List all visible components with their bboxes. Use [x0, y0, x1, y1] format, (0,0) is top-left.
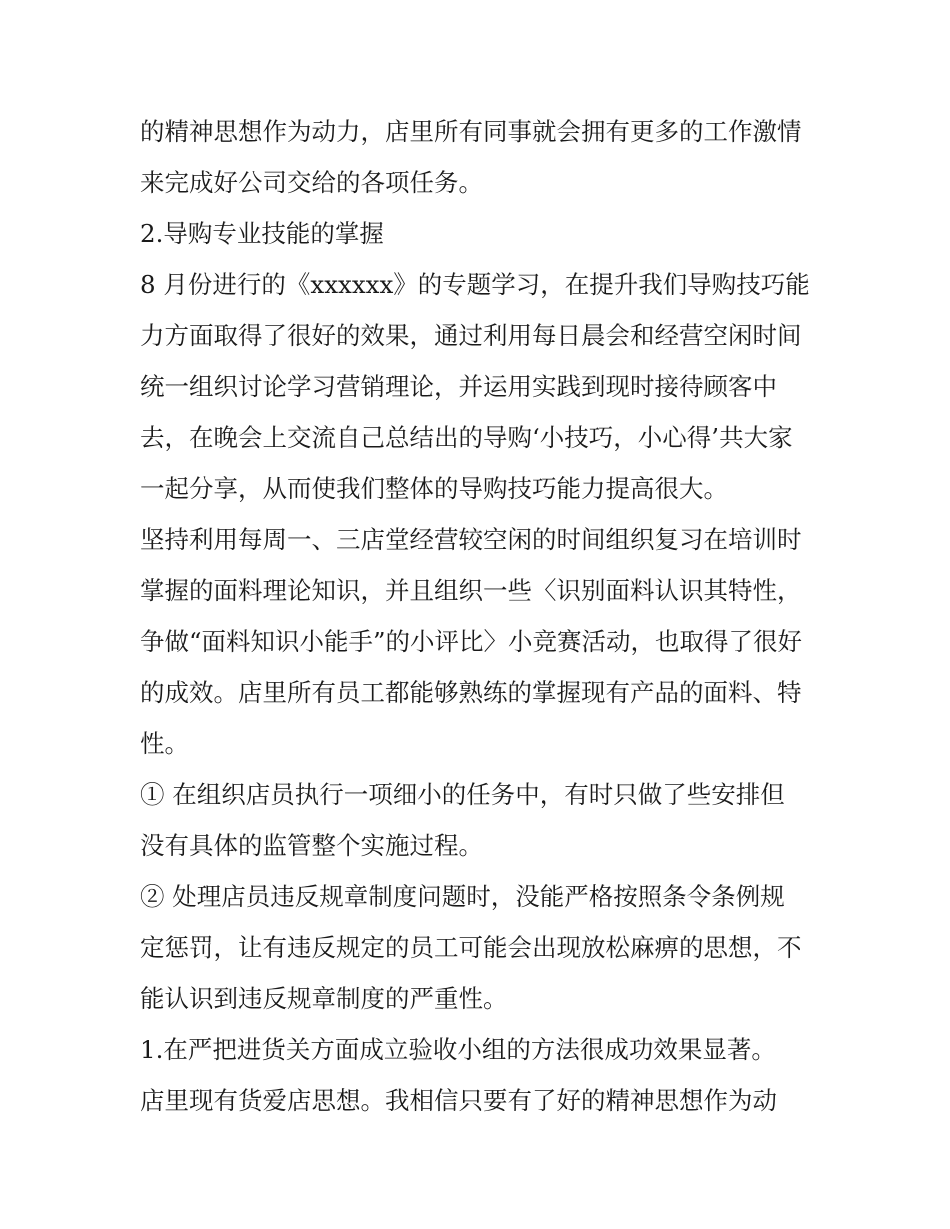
text-line: 力方面取得了很好的效果，通过利用每日晨会和经营空闲时间 — [140, 321, 802, 350]
list-item: ① 在组织店员执行一项细小的任务中，有时只做了些安排但 — [140, 780, 785, 809]
text-line: 坚持利用每周一、三店堂经营较空闲的时间组织复习在培训时 — [140, 525, 802, 554]
text-line: 的精神思想作为动力，店里所有同事就会拥有更多的工作激情 — [140, 117, 802, 146]
text-line: 掌握的面料理论知识，并且组织一些〈识别面料认识其特性， — [140, 576, 802, 605]
text-line: 能认识到违反规章制度的严重性。 — [140, 984, 508, 1013]
text-line: 性。 — [140, 729, 189, 758]
section-heading: 2.导购专业技能的掌握 — [140, 219, 384, 248]
text-line: 的成效。店里所有员工都能够熟练的掌握现有产品的面料、特 — [140, 678, 802, 707]
text-line: 8 月份进行的《xxxxxx》的专题学习，在提升我们导购技巧能 — [140, 270, 810, 299]
text-line: 争做“面料知识小能手”的小评比〉小竞赛活动，也取得了很好 — [140, 627, 803, 656]
document-body — [140, 106, 820, 1126]
text-line: 去，在晚会上交流自己总结出的导购‘小技巧，小心得’共大家 — [140, 423, 793, 452]
text-line: 来完成好公司交给的各项任务。 — [140, 168, 483, 197]
text-line: 店里现有货爱店思想。我相信只要有了好的精神思想作为动 — [140, 1086, 777, 1115]
text-line: 没有具体的监管整个实施过程。 — [140, 831, 483, 860]
text-line: 一起分享，从而使我们整体的导购技巧能力提高很大。 — [140, 474, 728, 503]
list-item: ② 处理店员违反规章制度问题时，没能严格按照条令条例规 — [140, 882, 785, 911]
section-heading: 1.在严把进货关方面成立验收小组的方法很成功效果显著。 — [140, 1035, 776, 1064]
text-line: 定惩罚，让有违反规定的员工可能会出现放松麻痹的思想，不 — [140, 933, 802, 962]
text-line: 统一组织讨论学习营销理论，并运用实践到现时接待顾客中 — [140, 372, 777, 401]
